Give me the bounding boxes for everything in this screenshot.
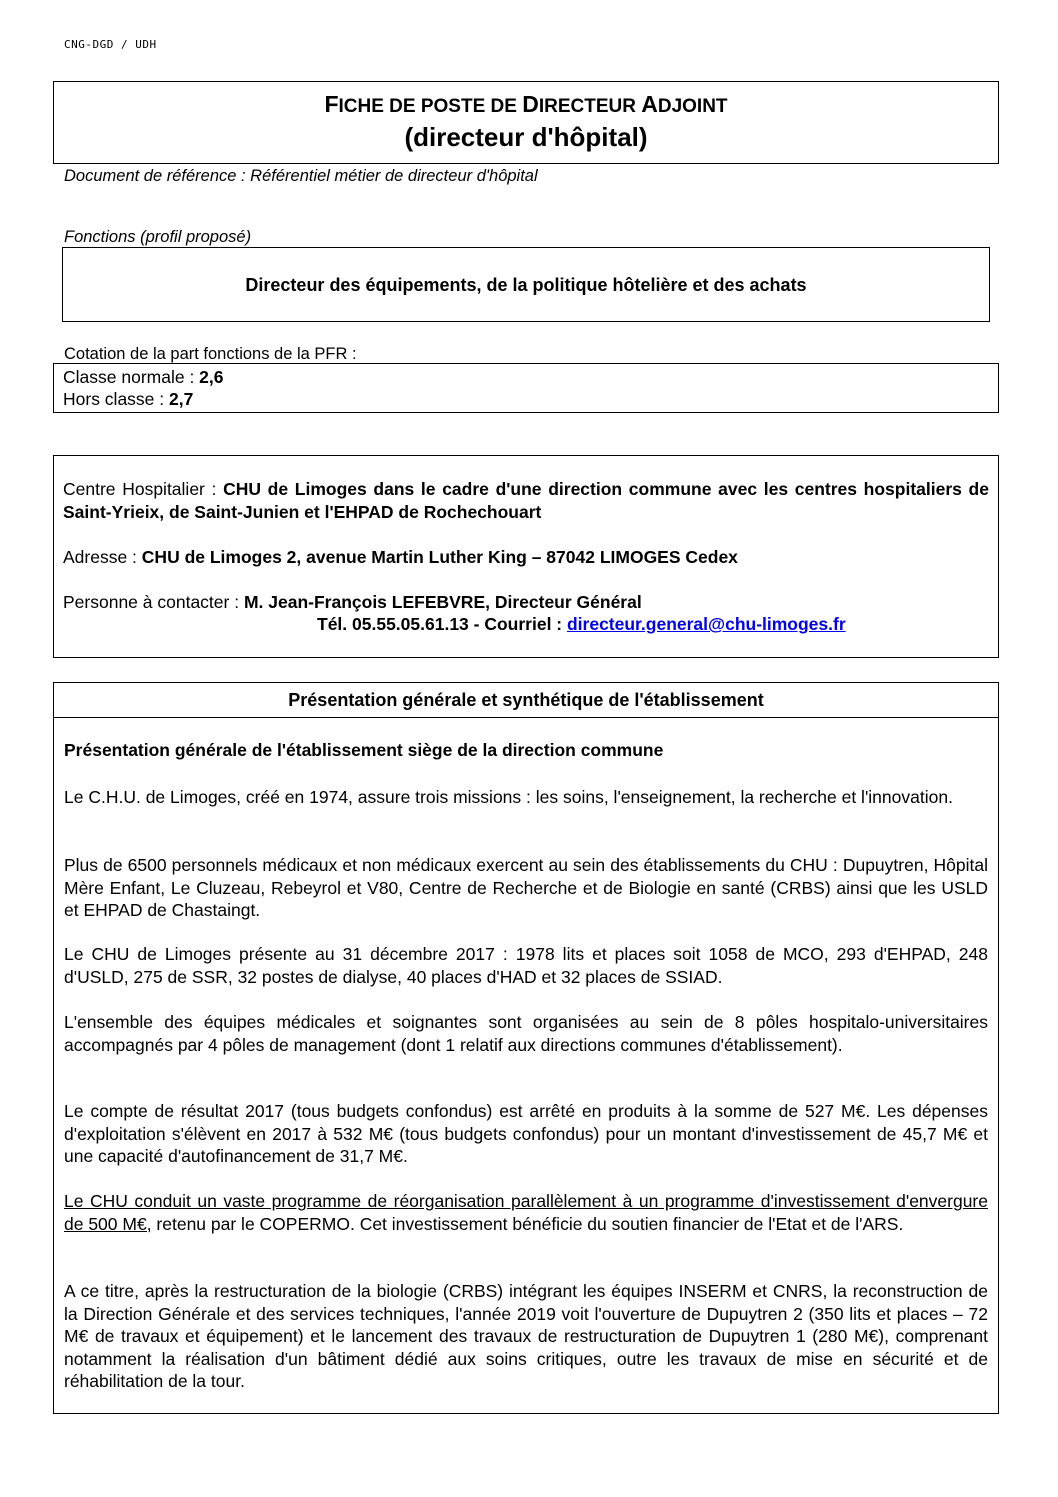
pfr-box xyxy=(53,363,999,413)
paragraph-budget: Le compte de résultat 2017 (tous budgets confondus) est arrêté en produits à la somme de 527 M€. Les dépenses d'exploitation s'élèvent en 2017 à 532 M€ (tous budgets confondus) pour un montant d'investissement de 45,7 M€ et une capacité d'autofinancement de 31,7 M€. xyxy=(64,1101,988,1166)
paragraph-investment: Le CHU conduit un vaste programme de réorganisation parallèlement à un programme d'investissement d'envergure de 500 M€, retenu par le COPERMO. Cet investissement bénéficie du soutien financier de l'Etat et de l'ARS. xyxy=(64,1191,988,1234)
document-title: FICHE DE POSTE DE DIRECTEUR ADJOINT xyxy=(324,91,728,117)
document-code: CNG-DGD / UDH xyxy=(64,38,157,51)
function-box xyxy=(62,247,990,322)
function-title: Directeur des équipements, de la politique hôtelière et des achats xyxy=(245,275,807,295)
establishment-box xyxy=(53,455,999,658)
title-box xyxy=(53,81,999,164)
paragraph-restructuring: A ce titre, après la restructuration de la biologie (CRBS) intégrant les équipes INSERM et CNRS, la reconstruction de la Direction Générale et des services techniques, l'année 2019 voit l'ouverture de Dupuytren 2 (350 lits et places – 72 M€ de travaux et équipement) et le lancement des travaux de restructuration de Dupuytren 1 (280 M€), comprenant notamment la réalisation d'un bâtiment dédié aux soins critiques, outre les travaux de mise en sécurité et de réhabilitation de la tour. xyxy=(64,1281,988,1391)
presentation-box xyxy=(53,682,999,1414)
document-subtitle: (directeur d'hôpital) xyxy=(404,122,648,152)
presentation-subheader: Présentation générale de l'établissement siège de la direction commune xyxy=(64,740,664,760)
pfr-label: Cotation de la part fonctions de la PFR : xyxy=(64,345,357,363)
paragraph-missions: Le C.H.U. de Limoges, créé en 1974, assure trois missions : les soins, l'enseignement, la recherche et l'innovation. xyxy=(64,787,953,807)
pfr-hors-classe: Hors classe : 2,7 xyxy=(63,389,194,409)
center-info: Centre Hospitalier : CHU de Limoges dans le cadre d'une direction commune avec les centres hospitaliers de Saint-Yrieix, de Saint-Junien et l'EHPAD de Rochechouart xyxy=(63,479,989,522)
paragraph-personnel: Plus de 6500 personnels médicaux et non médicaux exercent au sein des établissements du CHU : Dupuytren, Hôpital Mère Enfant, Le Cluzeau, Rebeyrol et V80, Centre de Recherche et de Biologie en santé (CRBS) ainsi que les USLD et EHPAD de Chastaingt. xyxy=(64,855,988,920)
contact-info: Personne à contacter : M. Jean-François LEFEBVRE, Directeur Général xyxy=(63,592,642,612)
contact-phone-email: Tél. 05.55.05.61.13 - Courriel : directeur.general@chu-limoges.fr xyxy=(317,614,846,634)
address-info: Adresse : CHU de Limoges 2, avenue Martin Luther King – 87042 LIMOGES Cedex xyxy=(63,547,738,567)
reference-document: Document de référence : Référentiel métier de directeur d'hôpital xyxy=(64,167,538,185)
presentation-header: Présentation générale et synthétique de l'établissement xyxy=(54,683,998,718)
functions-label: Fonctions (profil proposé) xyxy=(64,228,252,246)
paragraph-poles: L'ensemble des équipes médicales et soignantes sont organisées au sein de 8 pôles hospitalo-universitaires accompagnés par 4 pôles de management (dont 1 relatif aux directions communes d'établissement). xyxy=(64,1012,988,1055)
email-link[interactable]: directeur.general@chu-limoges.fr xyxy=(566,614,846,634)
pfr-normal: Classe normale : 2,6 xyxy=(63,367,224,387)
paragraph-capacity: Le CHU de Limoges présente au 31 décembre 2017 : 1978 lits et places soit 1058 de MCO, 293 d'EHPAD, 248 d'USLD, 275 de SSR, 32 postes de dialyse, 40 places d'HAD et 32 places de SSIAD. xyxy=(64,944,988,987)
